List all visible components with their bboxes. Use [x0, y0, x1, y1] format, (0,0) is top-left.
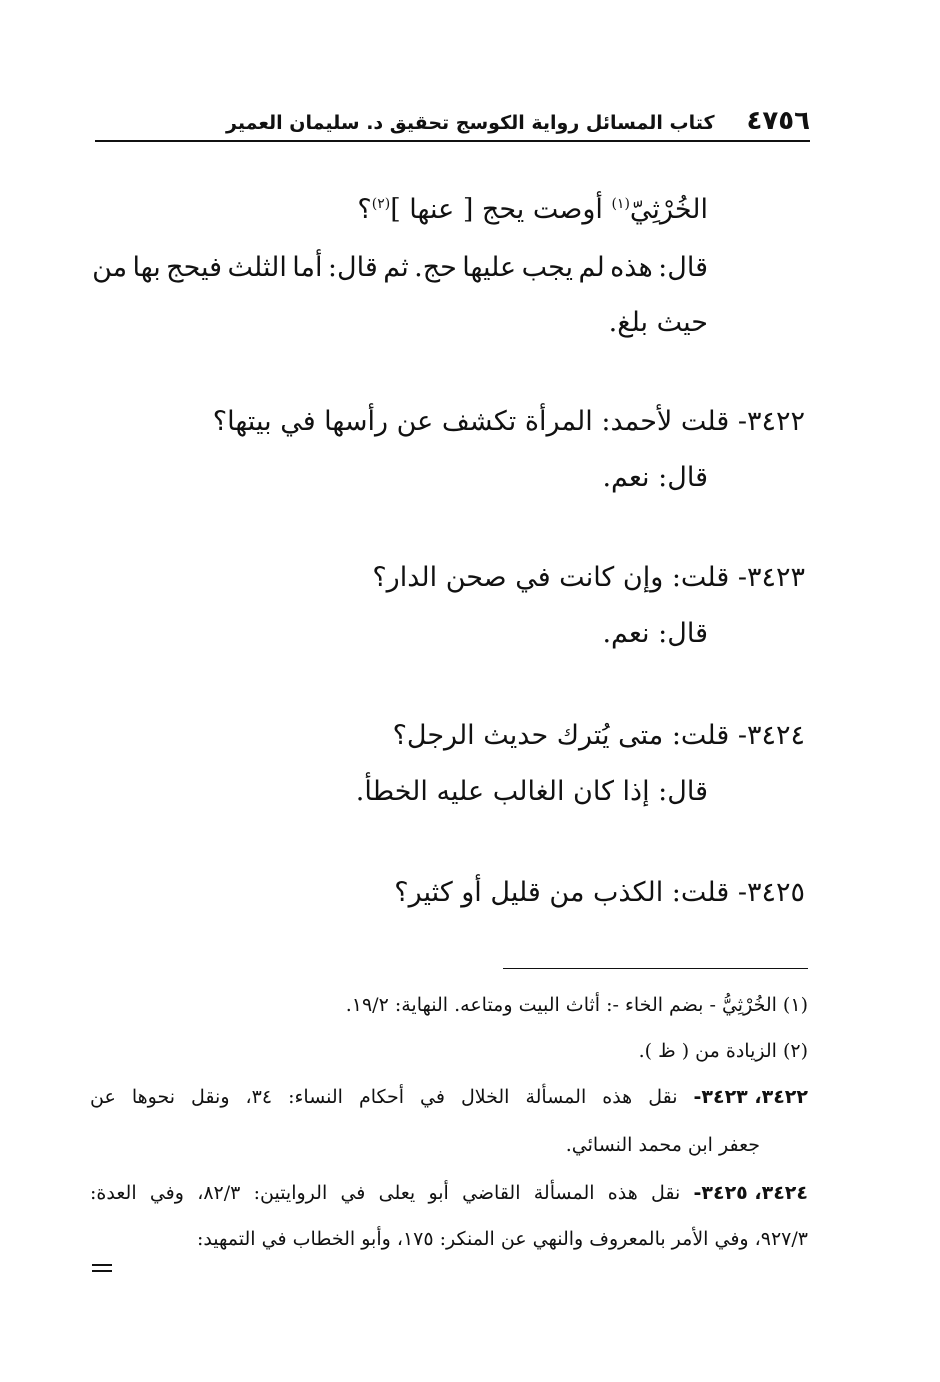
word: النساء: [288, 1086, 343, 1108]
page-number: ٤٧٥٦ [746, 106, 810, 136]
continuation-mark [92, 1264, 112, 1276]
answer-3422: قال: نعم. [602, 462, 708, 493]
word: ونقل [191, 1086, 230, 1108]
line1-text: أوصت يحج [ عنها ] [390, 194, 612, 225]
answer-3423: قال: نعم. [602, 618, 708, 649]
text-line-3: حيث بلغ. [608, 307, 708, 338]
book-title: كتاب المسائل رواية الكوسج تحقيق د. سليمان العمير [226, 112, 715, 134]
line1-end: ؟ [357, 194, 372, 225]
word: عن [90, 1086, 116, 1108]
footnote-3422-3423 [90, 1082, 808, 1112]
footnote-question-numbers: ٣٤٢٢، ٣٤٢٣- [693, 1086, 808, 1108]
word: القاضي [462, 1182, 521, 1204]
word: يجب [521, 252, 574, 283]
word: من [92, 252, 128, 283]
word: المسألة [533, 1182, 595, 1204]
footnote-3422-continuation: جعفر ابن محمد النسائي. [565, 1134, 760, 1156]
word: وفي [149, 1182, 184, 1204]
word: قال: [327, 252, 378, 283]
word: ثم [383, 252, 409, 283]
question-3422: ٣٤٢٢- قلت لأحمد: المرأة تكشف عن رأسها في بيتها؟ [212, 406, 805, 437]
word: هذه [610, 252, 653, 283]
question-3424: ٣٤٢٤- قلت: متى يُترك حديث الرجل؟ [392, 720, 805, 751]
word: قال: [658, 252, 708, 283]
word: أحكام [358, 1086, 405, 1108]
footnote-question-numbers: ٣٤٢٤، ٣٤٢٥- [693, 1182, 808, 1204]
word: في [420, 1086, 445, 1108]
footnote-2: (٢) الزيادة من ( ظ ). [638, 1040, 808, 1062]
question-3423: ٣٤٢٣- قلت: وإن كانت في صحن الدار؟ [372, 562, 805, 593]
word: الروايتين: [253, 1182, 328, 1204]
word: الخلال [460, 1086, 510, 1108]
question-3425: ٣٤٢٥- قلت: الكذب من قليل أو كثير؟ [394, 877, 805, 908]
footnote-3424-continuation: ٩٢٧/٣، وفي الأمر بالمعروف والنهي عن المنكر: ١٧٥، وأبو الخطاب في التمهيد: [196, 1228, 808, 1250]
page-header [95, 100, 810, 142]
word: نحوها [131, 1086, 176, 1108]
word: ٣٤، [245, 1086, 273, 1108]
word: الثلث [227, 252, 287, 283]
word-khurthi: الخُرْثِيّ [629, 194, 708, 225]
footnote-3424-3425 [90, 1178, 808, 1208]
text-line-1 [357, 190, 708, 230]
word: أبو [428, 1182, 449, 1204]
word: هذه [607, 1182, 638, 1204]
footnote-ref-1: (١) [611, 196, 630, 212]
word: عليها [462, 252, 517, 283]
word: أما [292, 252, 323, 283]
word: المسألة [525, 1086, 587, 1108]
word: بها [132, 252, 161, 283]
word: نقل [650, 1182, 681, 1204]
footnote-separator [503, 968, 808, 969]
word: فيحج [166, 252, 223, 283]
word: نقل [648, 1086, 678, 1108]
word: العدة: [90, 1182, 137, 1204]
word: هذه [602, 1086, 633, 1108]
footnote-1: (١) الخُرْثِيُّ - بضم الخاء -: أثاث البيت ومتاعه. النهاية: ١٩/٢. [345, 994, 808, 1016]
text-line-2 [92, 248, 708, 288]
word: يعلى [378, 1182, 416, 1204]
footnote-ref-2: (٢) [371, 196, 391, 212]
word: حج. [414, 252, 457, 283]
answer-3424: قال: إذا كان الغالب عليه الخطأ. [355, 776, 708, 807]
word: في [340, 1182, 366, 1204]
word: لم [578, 252, 605, 283]
word: ٨٢/٣، [197, 1182, 241, 1204]
